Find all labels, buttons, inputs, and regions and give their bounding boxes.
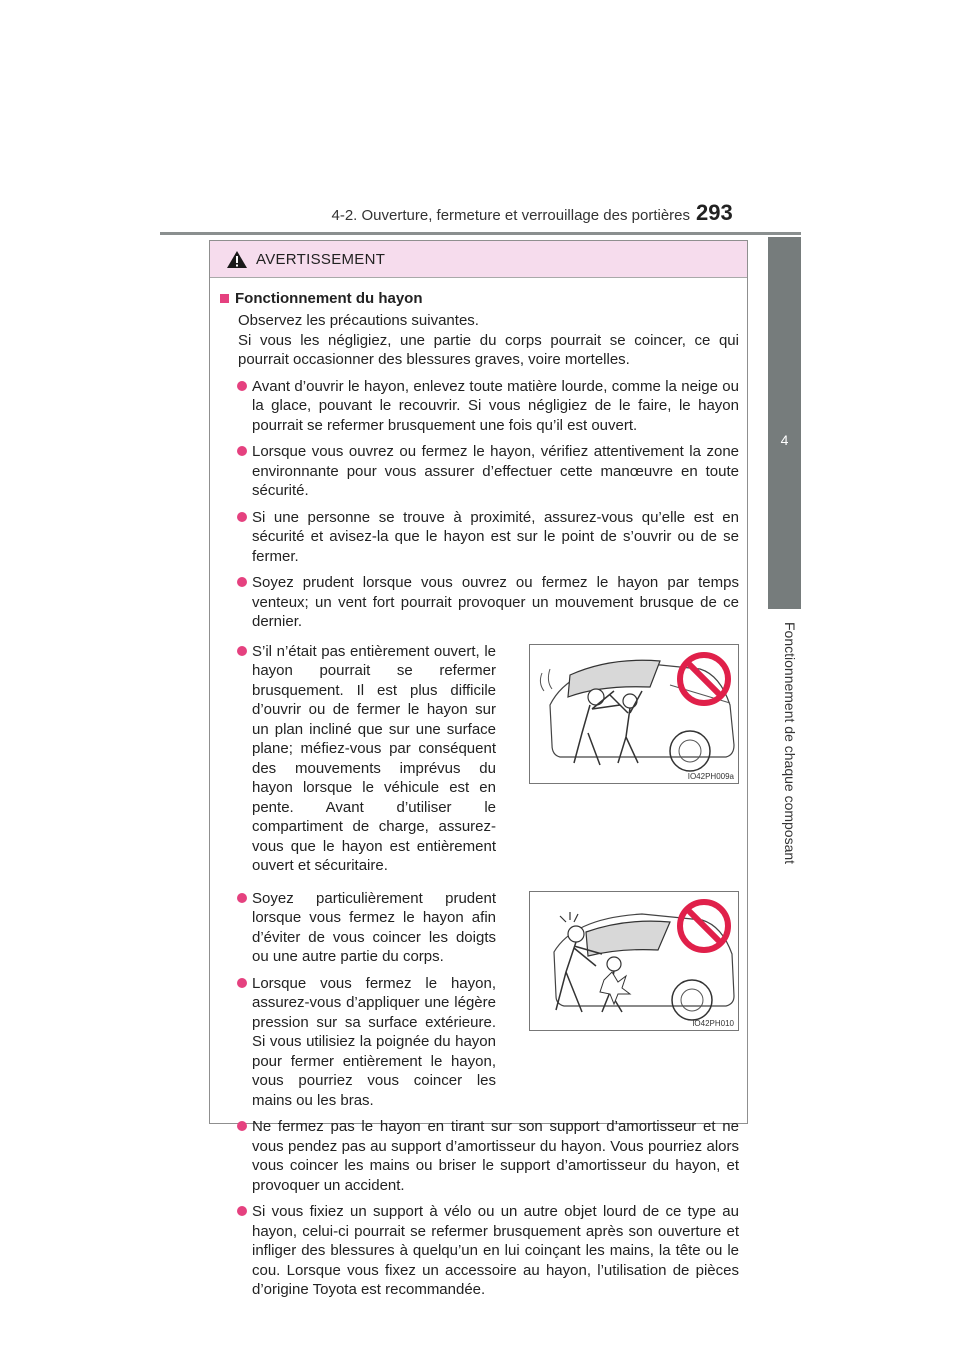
bullet-text: Soyez prudent lorsque vous ouvrez ou fermez le hayon par temps venteux; un vent fort pourrait provoquer un mouvement brusque de ce dernier. <box>252 574 739 630</box>
bullet-text: Ne fermez pas le hayon en tirant sur son support d’amortisseur et ne vous pendez pas au support d’amortisseur du hayon. Vous pourriez alors vous coincer les mains ou briser le support d’amortisseur du hayon, et provoquer un accident. <box>252 1118 739 1194</box>
header-title: 4-2. Ouverture, fermeture et verrouillage des portières <box>331 207 690 224</box>
page-number: 293 <box>696 200 733 225</box>
intro-line-2: Si vous les négligiez, une partie du corps pourrait se coincer, ce qui pourrait occasionner des blessures graves, voire mortelles. <box>238 331 739 368</box>
intro-paragraph <box>238 311 739 370</box>
bullet-dot-icon <box>237 1121 247 1131</box>
intro-line-1: Observez les précautions suivantes. <box>238 312 479 329</box>
figure-2-illustration <box>529 891 739 1031</box>
bullet-item <box>220 1202 739 1300</box>
bullet-item <box>220 974 496 1111</box>
bullet-dot-icon <box>237 381 247 391</box>
bullet-dot-icon <box>237 893 247 903</box>
warning-triangle-icon <box>226 250 248 269</box>
bullet-item <box>220 442 739 501</box>
chapter-side-label: Fonctionnement de chaque composant <box>782 622 798 865</box>
warning-content <box>210 278 747 1300</box>
figure-1-text <box>220 642 496 883</box>
bullet-item <box>220 889 496 967</box>
figure-row-1 <box>220 642 739 883</box>
figure-2-caption: IO42PH010 <box>692 1018 734 1028</box>
figure-1-illustration <box>529 644 739 784</box>
bullet-dot-icon <box>237 1206 247 1216</box>
figure-row-2 <box>220 889 739 1118</box>
bullet-dot-icon <box>237 577 247 587</box>
bullet-item <box>220 573 739 632</box>
prohibition-icon <box>676 898 732 954</box>
bullet-dot-icon <box>237 978 247 988</box>
bullet-item <box>220 508 739 567</box>
section-square-icon <box>220 294 229 303</box>
figure-1-caption: IO42PH009a <box>687 771 734 781</box>
bullet-item <box>220 642 496 876</box>
warning-header <box>210 241 747 278</box>
warning-box <box>209 240 748 1298</box>
bullet-text: Avant d’ouvrir le hayon, enlevez toute matière lourde, comme la neige ou la glace, pouvant le recouvrir. Si vous négligiez de le faire, le hayon pourrait se refermer brusquement une fois qu’il est ouvert. <box>252 377 739 434</box>
bullet-text: Soyez particulièrement prudent lorsque vous fermez le hayon afin d’éviter de vous coincer les doigts ou une autre partie du corps. <box>252 889 496 965</box>
chapter-number: 4 <box>780 432 789 448</box>
bullet-text: Lorsque vous ouvrez ou fermez le hayon, vérifiez attentivement la zone environnante pour vous assurer d’effectuer cette manœuvre en toute sécurité. <box>252 443 739 499</box>
section-title-text: Fonctionnement du hayon <box>235 290 423 307</box>
chapter-side-tab <box>768 237 801 609</box>
bullet-text: Si une personne se trouve à proximité, assurez-vous qu’elle est en sécurité et avisez-la que le hayon est sur le point de s’ouvrir ou de se fermer. <box>252 508 739 565</box>
figure-2-text <box>220 889 496 1118</box>
bullet-dot-icon <box>237 646 247 656</box>
bullet-item <box>220 1117 739 1195</box>
header-rule <box>160 232 801 235</box>
bullet-text: S’il n’était pas entièrement ouvert, le hayon pourrait se refermer brusquement. Il est plus difficile d’ouvrir ou de fermer le hayon sur un plan incliné que sur une surface plane; méfiez-vous par conséquent des mouvements imprévus du hayon lorsque le véhicule est en pente. Avant d’utiliser le compartiment de charge, assurez-vous que le hayon est entièrement ouvert et sécuritaire. <box>252 642 496 874</box>
section-title <box>220 290 739 307</box>
bullet-text: Lorsque vous fermez le hayon, assurez-vous d’appliquer une légère pression sur sa surface extérieure. Si vous utilisiez la poignée du hayon pour fermer entièrement le hayon, vous pourriez vous coincer les mains ou les bras. <box>252 974 496 1109</box>
bullet-dot-icon <box>237 446 247 456</box>
warning-label: AVERTISSEMENT <box>256 250 386 268</box>
bullet-item <box>220 377 739 436</box>
prohibition-icon <box>676 651 732 707</box>
bullet-text: Si vous fixiez un support à vélo ou un autre objet lourd de ce type au hayon, celui-ci pourrait se refermer brusquement après son ouverture et infliger des blessures à quelqu’un en lui coinçant les mains, la tête ou le cou. Lorsque vous fixez un accessoire au hayon, l’utilisation de pièces d’origine Toyota est recommandée. <box>252 1203 739 1298</box>
bullet-dot-icon <box>237 512 247 522</box>
